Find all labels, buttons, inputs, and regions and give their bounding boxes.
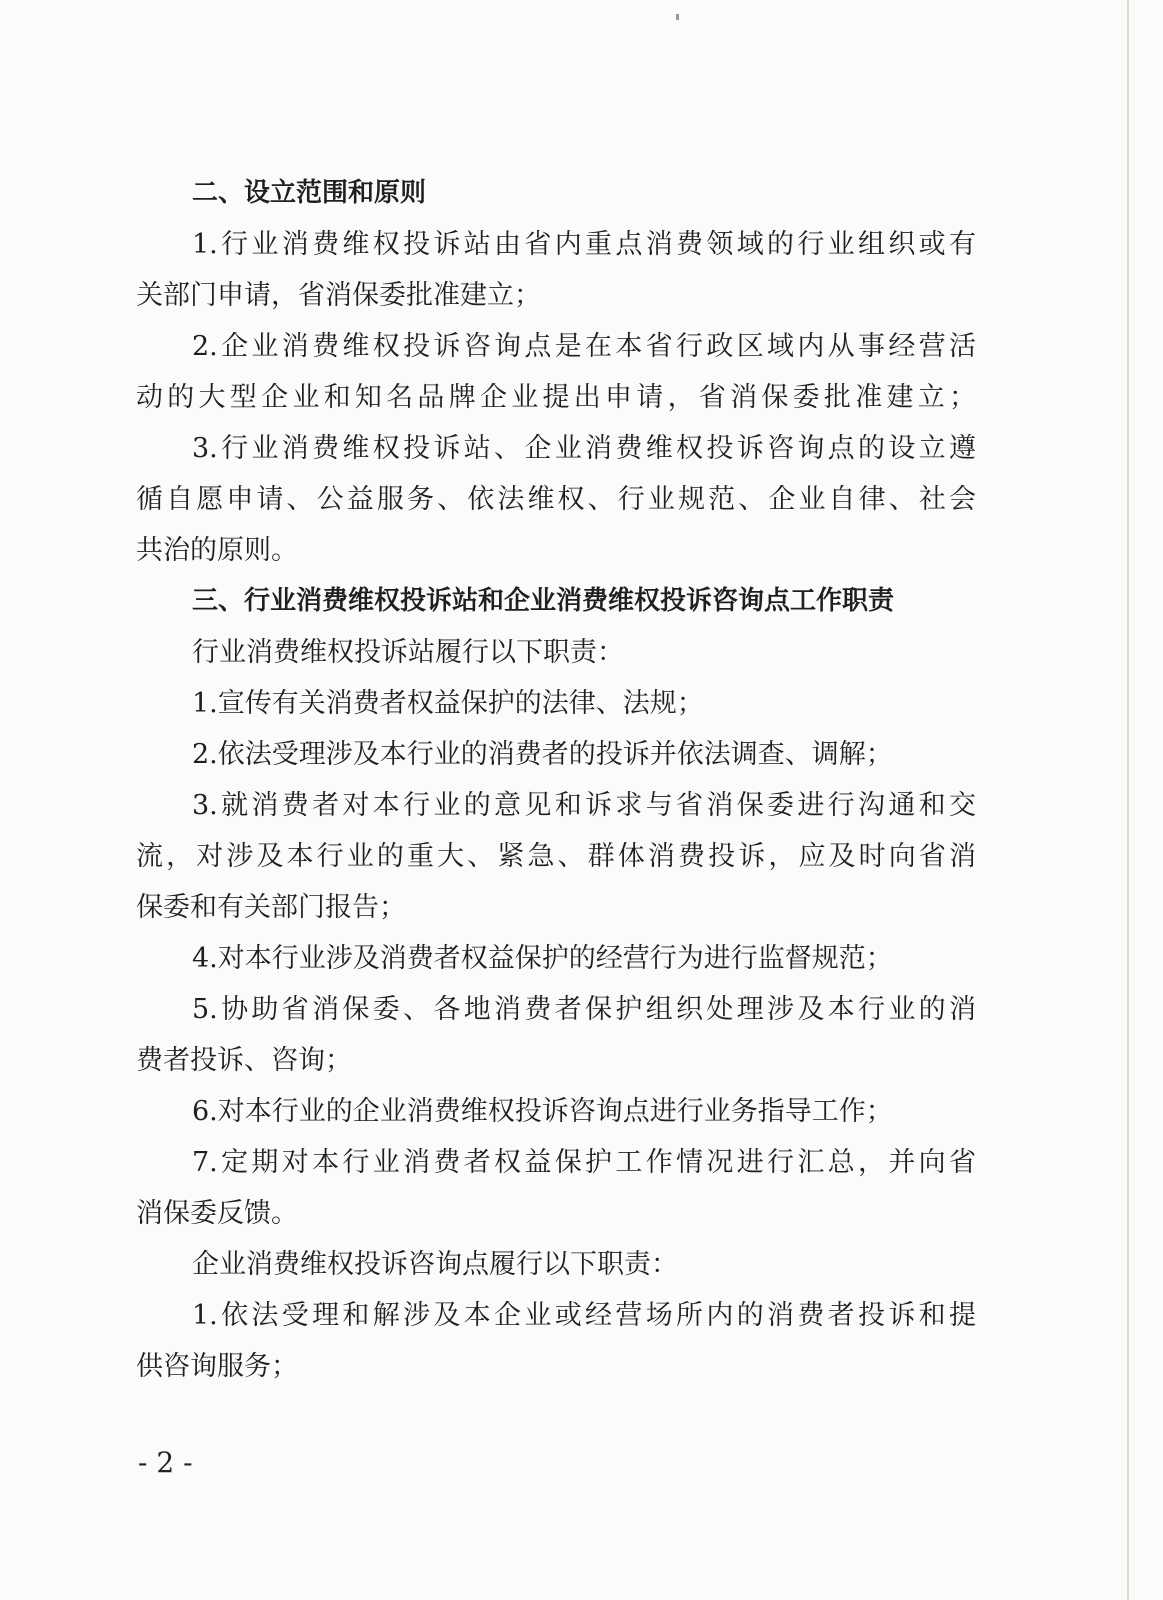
paragraph-line: 流，对涉及本行业的重大、紧急、群体消费投诉，应及时向省消 xyxy=(136,841,976,872)
paragraph-line: 行业消费维权投诉站履行以下职责： xyxy=(192,637,624,668)
paragraph-line: 6.对本行业的企业消费维权投诉咨询点进行业务指导工作； xyxy=(192,1096,893,1127)
page-edge-line xyxy=(1127,0,1129,1600)
paragraph-line: 7.定期对本行业消费者权益保护工作情况进行汇总，并向省 xyxy=(192,1147,976,1178)
paragraph-line: 费者投诉、咨询； xyxy=(136,1045,352,1076)
paragraph-line: 企业消费维权投诉咨询点履行以下职责： xyxy=(192,1249,678,1280)
paragraph-line: 3.行业消费维权投诉站、企业消费维权投诉咨询点的设立遵 xyxy=(192,433,976,464)
scan-speck xyxy=(676,14,679,20)
paragraph-line: 1.行业消费维权投诉站由省内重点消费领域的行业组织或有 xyxy=(192,229,976,260)
document-body xyxy=(136,168,976,1392)
paragraph-line: 2.依法受理涉及本行业的消费者的投诉并依法调查、调解； xyxy=(192,739,893,770)
paragraph-line: 关部门申请，省消保委批准建立； xyxy=(136,280,541,311)
paragraph-line: 循自愿申请、公益服务、依法维权、行业规范、企业自律、社会 xyxy=(136,484,976,515)
page-number: - 2 - xyxy=(138,1446,193,1479)
paragraph-line: 1.依法受理和解涉及本企业或经营场所内的消费者投诉和提 xyxy=(192,1300,976,1331)
paragraph-line: 4.对本行业涉及消费者权益保护的经营行为进行监督规范； xyxy=(192,943,893,974)
paragraph-line: 共治的原则。 xyxy=(136,535,298,566)
paragraph-line: 1.宣传有关消费者权益保护的法律、法规； xyxy=(192,688,704,719)
paragraph-line: 保委和有关部门报告； xyxy=(136,892,406,923)
section-heading-3: 三、行业消费维权投诉站和企业消费维权投诉咨询点工作职责 xyxy=(192,586,895,616)
paragraph-line: 供咨询服务； xyxy=(136,1351,298,1382)
section-heading-2: 二、设立范围和原则 xyxy=(192,178,427,208)
paragraph-line: 3.就消费者对本行业的意见和诉求与省消保委进行沟通和交 xyxy=(192,790,976,821)
paragraph-line: 动的大型企业和知名品牌企业提出申请，省消保委批准建立； xyxy=(136,382,976,413)
paragraph-line: 2.企业消费维权投诉咨询点是在本省行政区域内从事经营活 xyxy=(192,331,976,362)
paragraph-line: 5.协助省消保委、各地消费者保护组织处理涉及本行业的消 xyxy=(192,994,976,1025)
paragraph-line: 消保委反馈。 xyxy=(136,1198,298,1229)
